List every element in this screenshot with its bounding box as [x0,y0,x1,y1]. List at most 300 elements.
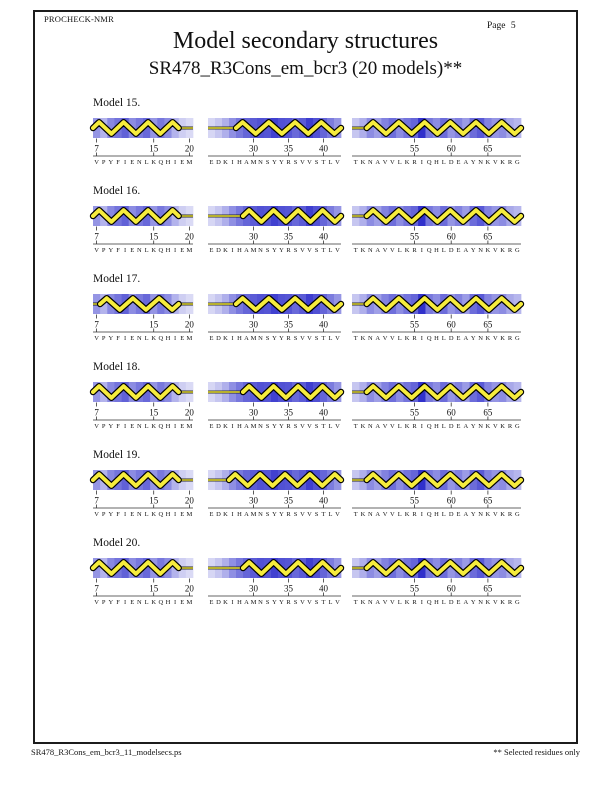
sequence-letter: A [244,159,249,166]
sequence-letter: S [314,511,319,518]
sequence-letter: S [265,423,270,430]
sequence-letter: I [231,423,234,430]
sequence-letter: P [101,335,106,342]
tick-label: 55 [410,319,419,330]
sequence-letter: Y [272,335,277,342]
tick-label: 30 [249,231,258,242]
sequence-letter: K [151,335,157,342]
model-row [93,361,523,447]
sequence-letter: K [360,599,366,606]
sequence-letter: R [286,247,291,254]
sequence-letter: D [448,335,454,342]
sequence-letter: R [412,159,417,166]
sequence-letter: E [130,335,135,342]
sequence-letter: L [144,511,149,518]
sequence-letter: A [244,423,249,430]
tick-label: 7 [94,319,99,330]
sequence-letter: L [397,335,402,342]
sequence-letter: T [353,511,358,518]
sequence-letter: G [514,247,520,254]
sequence-letter: K [404,159,410,166]
structure-strip [352,206,521,254]
sequence-letter: N [258,599,263,606]
model-label: Model 16. [93,185,141,197]
sequence-letter: I [231,511,234,518]
sequence-letter: K [151,511,157,518]
sequence-letter: I [420,159,423,166]
sequence-letter: E [180,335,185,342]
sequence-letter: T [353,599,358,606]
tick-label: 30 [249,407,258,418]
structure-strip [93,294,193,342]
sequence-letter: R [412,247,417,254]
sequence-letter: N [368,599,373,606]
sequence-letter: V [382,335,388,342]
sequence-letter: L [397,599,402,606]
sequence-letter: D [448,599,454,606]
sequence-letter: Y [279,247,284,254]
sequence-letter: Y [272,511,277,518]
sequence-letter: K [360,159,366,166]
sequence-letter: V [307,247,312,254]
sequence-letter: Q [158,511,164,518]
sequence-letter: Y [272,247,277,254]
sequence-letter: H [237,159,242,166]
sequence-letter: M [250,159,257,166]
sequence-letter: N [478,247,483,254]
sequence-letter: F [116,599,120,606]
sequence-letter: M [250,511,257,518]
structure-strip [208,294,341,342]
sequence-letter: E [180,159,185,166]
sequence-letter: L [328,599,333,606]
sequence-letter: H [237,599,242,606]
sequence-letter: I [420,335,423,342]
sequence-letter: H [434,247,439,254]
tick-label: 55 [410,143,419,154]
tick-label: 20 [184,231,194,242]
structure-strip [352,118,521,166]
sequence-letter: K [500,335,505,342]
sequence-letter: N [368,335,373,342]
sequence-letter: K [485,511,491,518]
sequence-letter: I [174,599,177,606]
sequence-letter: F [116,335,120,342]
sequence-letter: K [500,247,505,254]
tick-label: 55 [410,583,419,594]
tick-label: 40 [319,143,328,154]
sequence-letter: V [335,599,340,606]
sequence-letter: E [209,159,214,166]
sequence-letter: I [231,159,234,166]
sequence-letter: A [244,511,249,518]
sequence-letter: Q [158,335,164,342]
sequence-letter: V [492,159,498,166]
sequence-letter: K [485,423,491,430]
sequence-letter: L [328,335,333,342]
sequence-letter: S [265,511,270,518]
sequence-letter: H [165,511,171,518]
sequence-letter: D [216,511,221,518]
tick-label: 40 [319,583,328,594]
sequence-letter: H [165,247,171,254]
sequence-letter: V [382,423,388,430]
sequence-letter: R [286,159,291,166]
sequence-letter: S [265,159,270,166]
sequence-letter: V [94,511,99,518]
sequence-letter: M [250,247,257,254]
sequence-letter: K [151,599,157,606]
sequence-letter: R [286,511,291,518]
sequence-letter: K [404,599,410,606]
sequence-letter: V [300,247,305,254]
sequence-letter: T [353,335,358,342]
sequence-letter: L [328,159,333,166]
sequence-letter: N [137,247,142,254]
sequence-letter: K [500,599,505,606]
sequence-letter: N [137,511,142,518]
app-name: PROCHECK-NMR [44,14,114,24]
sequence-letter: V [335,423,340,430]
sequence-letter: K [360,511,366,518]
sequence-letter: E [456,335,461,342]
structure-strip [208,558,341,606]
sequence-letter: K [500,423,505,430]
sequence-letter: Q [158,599,164,606]
sequence-letter: I [231,599,234,606]
sequence-letter: K [223,423,228,430]
tick-label: 65 [483,231,493,242]
sequence-letter: N [368,423,373,430]
sequence-letter: H [434,159,439,166]
sequence-letter: I [174,335,177,342]
sequence-letter: Q [426,423,432,430]
sequence-letter: N [137,423,142,430]
page-subtitle: SR478_R3Cons_em_bcr3 (20 models)** [148,58,463,79]
sequence-letter: M [186,511,193,518]
tick-label: 65 [483,319,493,330]
sequence-letter: V [390,159,395,166]
sequence-letter: M [186,599,193,606]
sequence-letter: A [463,159,469,166]
sequence-letter: G [514,599,520,606]
tick-label: 30 [249,319,258,330]
sequence-letter: E [130,511,135,518]
sequence-letter: Q [426,247,432,254]
sequence-letter: R [412,511,417,518]
sequence-letter: N [258,423,263,430]
sequence-letter: H [434,599,439,606]
sequence-letter: L [441,423,446,430]
sequence-letter: F [116,511,120,518]
tick-label: 20 [184,495,194,506]
tick-label: 35 [284,231,293,242]
sequence-letter: K [151,159,157,166]
tick-label: 7 [94,583,99,594]
sequence-letter: K [404,247,410,254]
sequence-letter: M [186,247,193,254]
sequence-letter: F [116,159,120,166]
sequence-letter: Y [272,159,277,166]
sequence-letter: G [514,159,520,166]
sequence-letter: I [420,511,423,518]
sequence-letter: L [328,423,333,430]
structure-strip [93,206,193,254]
tick-label: 65 [483,143,493,154]
sequence-letter: T [321,423,326,430]
sequence-letter: R [286,423,291,430]
sequence-letter: E [456,599,461,606]
sequence-letter: H [237,423,242,430]
sequence-letter: A [375,423,381,430]
sequence-letter: V [307,599,312,606]
sequence-letter: V [307,159,312,166]
sequence-letter: I [124,335,127,342]
sequence-letter: N [368,511,373,518]
sequence-letter: Q [426,159,432,166]
tick-label: 7 [94,495,99,506]
tick-label: 30 [249,495,258,506]
tick-label: 40 [319,495,328,506]
sequence-letter: V [94,335,99,342]
tick-label: 40 [319,407,328,418]
sequence-letter: S [265,335,270,342]
sequence-letter: E [209,599,214,606]
sequence-letter: R [507,423,513,430]
tick-label: 40 [319,231,328,242]
sequence-letter: Y [279,159,284,166]
sequence-letter: A [375,335,381,342]
sequence-letter: L [397,247,402,254]
sequence-letter: N [258,335,263,342]
sequence-letter: E [180,599,185,606]
sequence-letter: M [186,159,193,166]
sequence-letter: V [382,599,388,606]
sequence-letter: L [144,247,149,254]
sequence-letter: K [223,599,228,606]
sequence-letter: I [420,247,423,254]
sequence-letter: Y [279,599,284,606]
sequence-letter: L [441,599,446,606]
tick-label: 35 [284,583,293,594]
sequence-letter: E [180,247,185,254]
sequence-letter: V [300,335,305,342]
sequence-letter: D [216,423,221,430]
tick-label: 55 [410,231,419,242]
sequence-letter: Y [272,599,277,606]
structure-strip [208,382,341,430]
sequence-letter: Y [470,599,476,606]
sequence-letter: K [485,159,491,166]
sequence-letter: I [124,599,127,606]
model-row [93,449,523,535]
sequence-letter: S [293,159,298,166]
sequence-letter: R [286,335,291,342]
sequence-letter: L [144,335,149,342]
sequence-letter: Y [108,423,114,430]
tick-label: 7 [94,231,99,242]
model-label: Model 17. [93,273,141,285]
tick-label: 15 [149,495,159,506]
tick-label: 35 [284,143,293,154]
sequence-letter: A [463,511,469,518]
sequence-letter: V [300,511,305,518]
sequence-letter: I [124,423,127,430]
tick-label: 65 [483,407,493,418]
structure-strip [93,470,193,518]
sequence-letter: H [237,247,242,254]
sequence-letter: M [186,335,193,342]
tick-label: 35 [284,319,293,330]
sequence-letter: N [478,599,483,606]
tick-label: 60 [446,583,456,594]
sequence-letter: H [165,335,171,342]
sequence-letter: K [404,511,410,518]
sequence-letter: S [293,247,298,254]
tick-label: 20 [184,583,194,594]
sequence-letter: R [412,335,417,342]
sequence-letter: E [180,511,185,518]
sequence-letter: V [390,335,395,342]
sequence-letter: A [463,423,469,430]
footer-filename: SR478_R3Cons_em_bcr3_11_modelsecs.ps [31,747,182,757]
tick-label: 60 [446,407,456,418]
model-row [93,273,523,359]
sequence-letter: V [492,599,498,606]
sequence-letter: E [209,247,214,254]
tick-label: 65 [483,583,493,594]
sequence-letter: L [144,599,149,606]
sequence-letter: H [237,511,242,518]
sequence-letter: M [250,599,257,606]
sequence-letter: R [507,159,513,166]
sequence-letter: E [456,423,461,430]
sequence-letter: V [94,159,99,166]
model-label: Model 15. [93,97,141,109]
sequence-letter: K [151,423,157,430]
structure-strip [93,118,193,166]
sequence-letter: Y [470,511,476,518]
sequence-letter: E [456,159,461,166]
sequence-letter: V [390,423,395,430]
sequence-letter: M [186,423,193,430]
tick-label: 60 [446,319,456,330]
sequence-letter: L [441,247,446,254]
sequence-letter: V [382,159,388,166]
structure-strip [352,382,521,430]
tick-label: 15 [149,407,159,418]
sequence-letter: G [514,423,520,430]
sequence-letter: E [456,511,461,518]
sequence-letter: D [448,511,454,518]
tick-label: 55 [410,495,419,506]
tick-label: 35 [284,495,293,506]
sequence-letter: R [412,599,417,606]
sequence-letter: L [397,423,402,430]
tick-label: 7 [94,407,99,418]
sequence-letter: H [165,159,171,166]
sequence-letter: I [420,423,423,430]
sequence-letter: A [375,247,381,254]
sequence-letter: R [507,247,513,254]
sequence-letter: K [500,159,505,166]
model-label: Model 19. [93,449,141,461]
sequence-letter: D [216,335,221,342]
sequence-letter: E [130,247,135,254]
sequence-letter: T [353,247,358,254]
sequence-letter: S [314,159,319,166]
sequence-letter: N [368,159,373,166]
sequence-letter: M [250,335,257,342]
sequence-letter: R [507,599,513,606]
sequence-letter: V [335,159,340,166]
sequence-letter: R [507,511,513,518]
sequence-letter: K [404,423,410,430]
sequence-letter: L [397,511,402,518]
sequence-letter: Q [158,423,164,430]
sequence-letter: Q [158,247,164,254]
sequence-letter: V [390,599,395,606]
sequence-letter: A [463,247,469,254]
sequence-letter: D [448,423,454,430]
sequence-letter: K [151,247,157,254]
sequence-letter: S [314,247,319,254]
structure-strip [352,470,521,518]
structure-strip [208,118,341,166]
sequence-letter: F [116,247,120,254]
sequence-letter: V [307,423,312,430]
sequence-letter: K [360,423,366,430]
sequence-letter: E [209,423,214,430]
sequence-letter: G [514,511,520,518]
model-row [93,185,523,271]
tick-label: 15 [149,231,159,242]
sequence-letter: V [390,247,395,254]
sequence-letter: Q [426,599,432,606]
sequence-letter: H [434,423,439,430]
tick-label: 35 [284,407,293,418]
sequence-letter: V [300,159,305,166]
sequence-letter: A [244,335,249,342]
model-label: Model 20. [93,537,141,549]
sequence-letter: E [209,511,214,518]
tick-label: 7 [94,143,99,154]
sequence-letter: I [420,599,423,606]
tick-label: 65 [483,495,493,506]
sequence-letter: Y [279,335,284,342]
sequence-letter: K [223,247,228,254]
sequence-letter: Y [108,247,114,254]
sequence-letter: D [216,599,221,606]
tick-label: 15 [149,143,159,154]
sequence-letter: A [244,247,249,254]
sequence-letter: T [321,599,326,606]
sequence-letter: T [321,335,326,342]
sequence-letter: L [441,511,446,518]
sequence-letter: P [101,423,106,430]
sequence-letter: I [124,511,127,518]
sequence-letter: T [353,423,358,430]
sequence-letter: I [124,159,127,166]
sequence-letter: D [216,159,221,166]
sequence-letter: I [174,423,177,430]
sequence-letter: I [174,247,177,254]
sequence-letter: I [231,335,234,342]
sequence-letter: F [116,423,120,430]
sequence-letter: N [137,159,142,166]
tick-label: 30 [249,583,258,594]
sequence-letter: L [144,159,149,166]
